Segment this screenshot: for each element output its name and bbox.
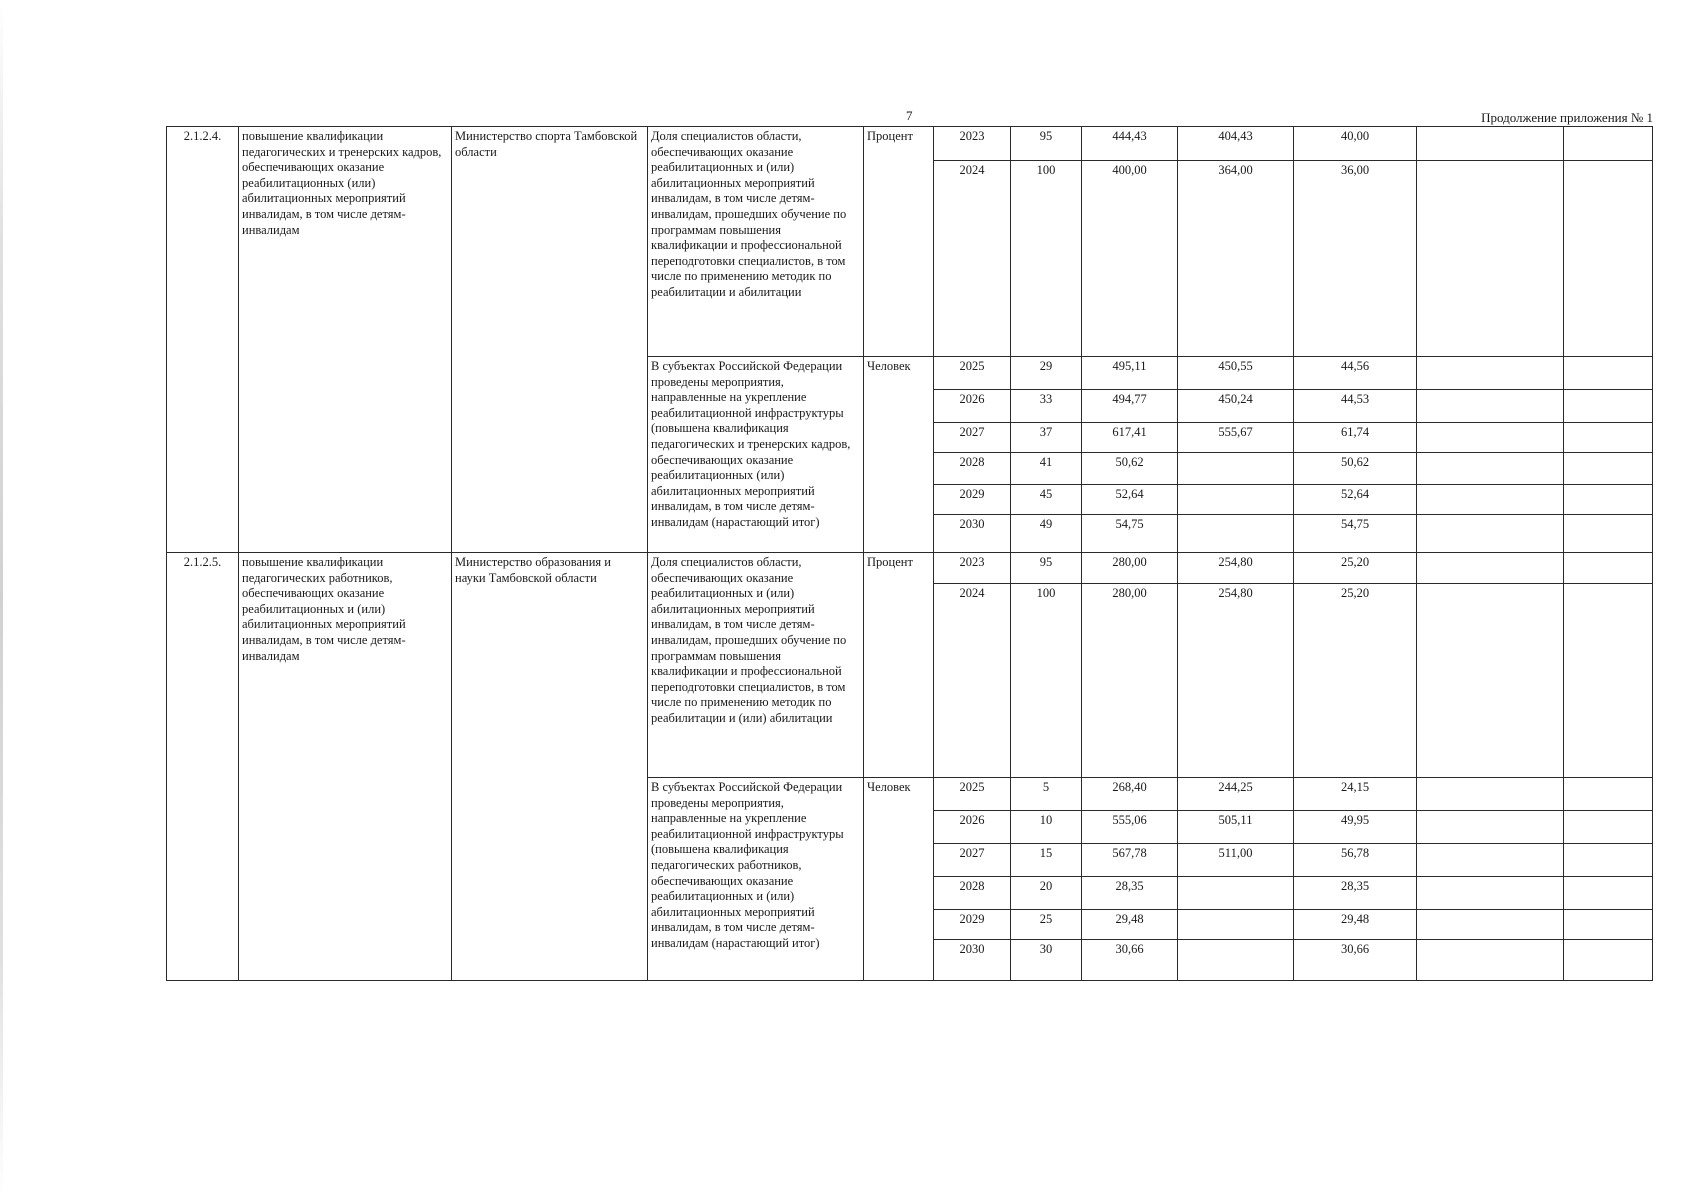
total-funding-cell: 280,00 [1082, 553, 1178, 584]
section-code: 2.1.2.4. [167, 127, 239, 553]
indicator-name: В субъектах Российской Федерации проведены мероприятия, направленные на укрепление реабилитационной инфраструктуры (повышена квалификация педагогических и тренерских кадров, обеспечивающих оказание реабилитационных (или) абилитационных мероприятий инвалидам, в том числе детям-инвалидам (нарастающий итог) [648, 357, 864, 553]
empty-cell [1417, 453, 1564, 485]
regional-funding-cell: 56,78 [1294, 844, 1417, 877]
regional-funding-cell: 52,64 [1294, 485, 1417, 515]
empty-cell [1564, 515, 1653, 553]
empty-cell [1564, 453, 1653, 485]
regional-funding-cell: 44,53 [1294, 390, 1417, 423]
federal-funding-cell [1178, 940, 1294, 981]
indicator-value-cell: 95 [1011, 127, 1082, 161]
federal-funding-cell: 511,00 [1178, 844, 1294, 877]
empty-cell [1564, 423, 1653, 453]
empty-cell [1417, 423, 1564, 453]
federal-funding-cell: 505,11 [1178, 811, 1294, 844]
federal-funding-cell: 404,43 [1178, 127, 1294, 161]
total-funding-cell: 54,75 [1082, 515, 1178, 553]
empty-cell [1564, 127, 1653, 161]
year-cell: 2028 [934, 453, 1011, 485]
empty-cell [1564, 778, 1653, 811]
regional-funding-cell: 25,20 [1294, 553, 1417, 584]
year-cell: 2026 [934, 811, 1011, 844]
measure-name: повышение квалификации педагогических работников, обеспечивающих оказание реабилитационных и (или) абилитационных мероприятий инвалидам, в том числе детям-инвалидам [239, 553, 452, 981]
indicator-value-cell: 41 [1011, 453, 1082, 485]
year-cell: 2023 [934, 127, 1011, 161]
year-cell: 2028 [934, 877, 1011, 910]
total-funding-cell: 555,06 [1082, 811, 1178, 844]
empty-cell [1564, 811, 1653, 844]
empty-cell [1564, 357, 1653, 390]
total-funding-cell: 52,64 [1082, 485, 1178, 515]
executor-name: Министерство спорта Тамбовской области [452, 127, 648, 553]
empty-cell [1417, 910, 1564, 940]
empty-cell [1417, 778, 1564, 811]
regional-funding-cell: 28,35 [1294, 877, 1417, 910]
empty-cell [1417, 485, 1564, 515]
empty-cell [1417, 161, 1564, 357]
indicator-value-cell: 45 [1011, 485, 1082, 515]
year-cell: 2027 [934, 423, 1011, 453]
indicator-unit: Процент [864, 127, 934, 357]
total-funding-cell: 400,00 [1082, 161, 1178, 357]
total-funding-cell: 268,40 [1082, 778, 1178, 811]
total-funding-cell: 28,35 [1082, 877, 1178, 910]
empty-cell [1564, 553, 1653, 584]
indicator-value-cell: 5 [1011, 778, 1082, 811]
federal-funding-cell: 364,00 [1178, 161, 1294, 357]
year-cell: 2029 [934, 485, 1011, 515]
empty-cell [1417, 844, 1564, 877]
indicator-value-cell: 95 [1011, 553, 1082, 584]
total-funding-cell: 567,78 [1082, 844, 1178, 877]
indicator-name: Доля специалистов области, обеспечивающих оказание реабилитационных и (или) абилитационных мероприятий инвалидам, в том числе детям-инвалидам, прошедших обучение по программам повышения квалификации и профессиональной переподготовки специалистов, в том числе по применению методик по реабилитации и (или) абилитации [648, 553, 864, 778]
regional-funding-cell: 49,95 [1294, 811, 1417, 844]
federal-funding-cell [1178, 453, 1294, 485]
year-cell: 2030 [934, 515, 1011, 553]
federal-funding-cell: 555,67 [1178, 423, 1294, 453]
indicator-value-cell: 49 [1011, 515, 1082, 553]
empty-cell [1564, 877, 1653, 910]
year-cell: 2030 [934, 940, 1011, 981]
indicator-name: В субъектах Российской Федерации проведены мероприятия, направленные на укрепление реабилитационной инфраструктуры (повышена квалификация педагогических работников, обеспечивающих оказание реабилитационных и (или) абилитационных мероприятий инвалидам, в том числе детям-инвалидам (нарастающий итог) [648, 778, 864, 981]
regional-funding-cell: 61,74 [1294, 423, 1417, 453]
regional-funding-cell: 36,00 [1294, 161, 1417, 357]
empty-cell [1417, 390, 1564, 423]
table-row [167, 127, 1653, 161]
empty-cell [1417, 811, 1564, 844]
total-funding-cell: 617,41 [1082, 423, 1178, 453]
year-cell: 2024 [934, 584, 1011, 778]
empty-cell [1417, 127, 1564, 161]
empty-cell [1417, 877, 1564, 910]
empty-cell [1417, 940, 1564, 981]
federal-funding-cell: 254,80 [1178, 553, 1294, 584]
regional-funding-cell: 54,75 [1294, 515, 1417, 553]
indicator-value-cell: 25 [1011, 910, 1082, 940]
total-funding-cell: 280,00 [1082, 584, 1178, 778]
regional-funding-cell: 44,56 [1294, 357, 1417, 390]
year-cell: 2029 [934, 910, 1011, 940]
empty-cell [1417, 584, 1564, 778]
indicator-value-cell: 20 [1011, 877, 1082, 910]
total-funding-cell: 29,48 [1082, 910, 1178, 940]
total-funding-cell: 50,62 [1082, 453, 1178, 485]
regional-funding-cell: 50,62 [1294, 453, 1417, 485]
regional-funding-cell: 25,20 [1294, 584, 1417, 778]
indicator-value-cell: 100 [1011, 161, 1082, 357]
federal-funding-cell: 254,80 [1178, 584, 1294, 778]
table-row [167, 553, 1653, 584]
table-body [167, 127, 1653, 981]
empty-cell [1417, 515, 1564, 553]
federal-funding-cell: 244,25 [1178, 778, 1294, 811]
page-number: 7 [906, 108, 913, 123]
year-cell: 2026 [934, 390, 1011, 423]
regional-funding-cell: 24,15 [1294, 778, 1417, 811]
empty-cell [1564, 844, 1653, 877]
year-cell: 2025 [934, 778, 1011, 811]
empty-cell [1564, 584, 1653, 778]
year-cell: 2024 [934, 161, 1011, 357]
federal-funding-cell [1178, 485, 1294, 515]
regional-funding-cell: 30,66 [1294, 940, 1417, 981]
regional-funding-cell: 29,48 [1294, 910, 1417, 940]
empty-cell [1564, 390, 1653, 423]
indicator-value-cell: 100 [1011, 584, 1082, 778]
federal-funding-cell: 450,55 [1178, 357, 1294, 390]
year-cell: 2023 [934, 553, 1011, 584]
federal-funding-cell [1178, 515, 1294, 553]
total-funding-cell: 494,77 [1082, 390, 1178, 423]
indicator-unit: Процент [864, 553, 934, 778]
regional-funding-cell: 40,00 [1294, 127, 1417, 161]
total-funding-cell: 30,66 [1082, 940, 1178, 981]
scan-edge [0, 0, 3, 1200]
measure-name: повышение квалификации педагогических и тренерских кадров, обеспечивающих оказание реабилитационных (или) абилитационных мероприятий инвалидам, в том числе детям-инвалидам [239, 127, 452, 553]
empty-cell [1417, 553, 1564, 584]
empty-cell [1417, 357, 1564, 390]
program-table [166, 126, 1653, 981]
year-cell: 2025 [934, 357, 1011, 390]
indicator-value-cell: 33 [1011, 390, 1082, 423]
executor-name: Министерство образования и науки Тамбовской области [452, 553, 648, 981]
indicator-value-cell: 37 [1011, 423, 1082, 453]
year-cell: 2027 [934, 844, 1011, 877]
empty-cell [1564, 910, 1653, 940]
indicator-value-cell: 15 [1011, 844, 1082, 877]
empty-cell [1564, 161, 1653, 357]
empty-cell [1564, 485, 1653, 515]
indicator-name: Доля специалистов области, обеспечивающих оказание реабилитационных и (или) абилитационных мероприятий инвалидам, в том числе детям-инвалидам, прошедших обучение по программам повышения квалификации и профессиональной переподготовки специалистов, в том числе по применению методик по реабилитации и абилитации [648, 127, 864, 357]
section-code: 2.1.2.5. [167, 553, 239, 981]
total-funding-cell: 444,43 [1082, 127, 1178, 161]
federal-funding-cell [1178, 910, 1294, 940]
indicator-value-cell: 29 [1011, 357, 1082, 390]
empty-cell [1564, 940, 1653, 981]
total-funding-cell: 495,11 [1082, 357, 1178, 390]
indicator-value-cell: 30 [1011, 940, 1082, 981]
indicator-unit: Человек [864, 357, 934, 553]
continuation-note: Продолжение приложения № 1 [1481, 110, 1653, 125]
indicator-unit: Человек [864, 778, 934, 981]
federal-funding-cell: 450,24 [1178, 390, 1294, 423]
indicator-value-cell: 10 [1011, 811, 1082, 844]
federal-funding-cell [1178, 877, 1294, 910]
